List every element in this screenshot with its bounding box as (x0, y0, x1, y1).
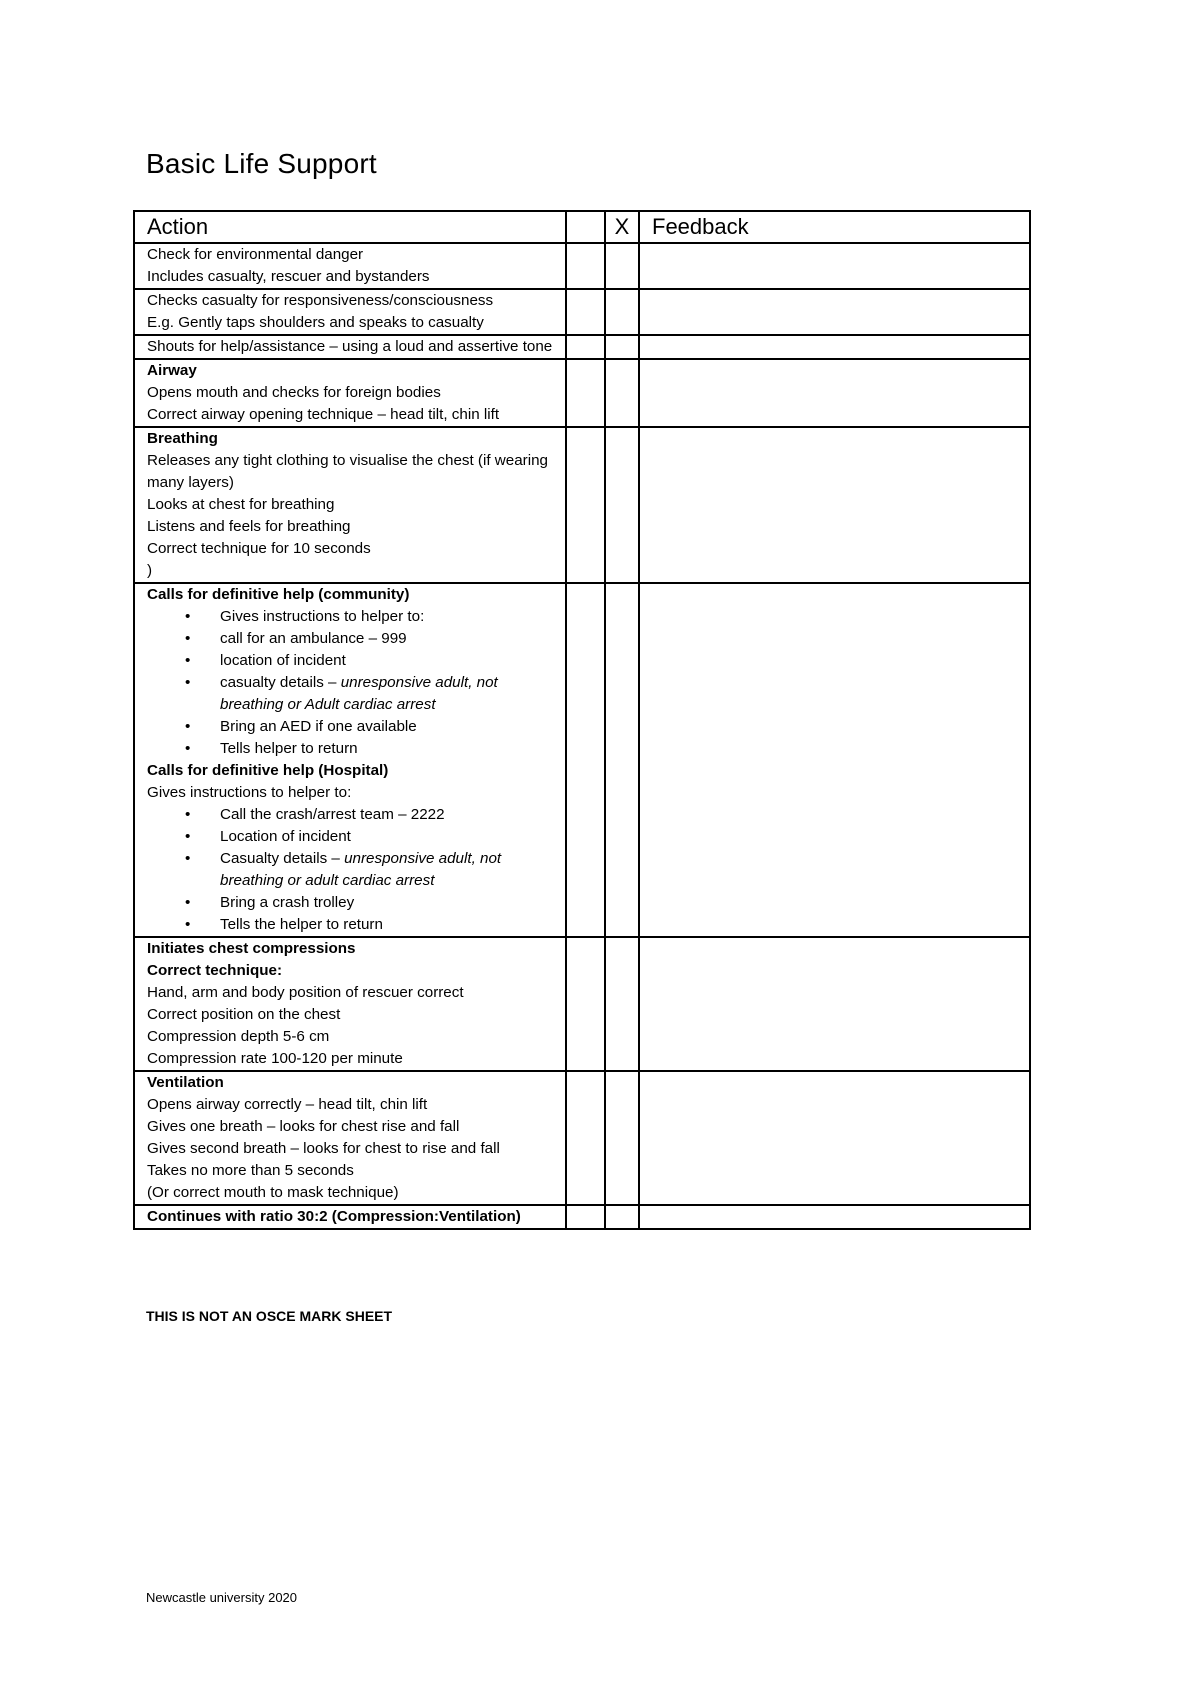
action-line: E.g. Gently taps shoulders and speaks to casualty (147, 314, 484, 331)
bullet-text: casualty details – unresponsive adult, not breathing or Adult cardiac arrest (220, 674, 498, 713)
action-line: Correct technique for 10 seconds (147, 540, 371, 557)
table-row (134, 937, 1030, 1071)
bullet-text: Casualty details – unresponsive adult, not breathing or adult cardiac arrest (220, 850, 502, 889)
section-heading: Ventilation (147, 1074, 224, 1091)
x-check-cell (605, 427, 639, 583)
bullet-item (147, 738, 565, 760)
action-header: Action (134, 211, 566, 243)
section-heading: Correct technique: (147, 962, 283, 979)
blank-check-cell (566, 359, 605, 427)
checklist-body (134, 243, 1030, 1229)
blank-check-cell (566, 427, 605, 583)
blank-check-cell (566, 937, 605, 1071)
x-check-cell (605, 289, 639, 335)
feedback-cell (639, 289, 1030, 335)
table-row (134, 1071, 1030, 1205)
bullet-dot-icon: • (185, 894, 191, 911)
x-check-cell (605, 583, 639, 937)
section-heading: Breathing (147, 430, 218, 447)
table-row (134, 583, 1030, 937)
page-title: Basic Life Support (146, 148, 377, 179)
feedback-cell (639, 583, 1030, 937)
bullet-item (147, 848, 565, 892)
feedback-cell (639, 427, 1030, 583)
action-line: Listens and feels for breathing (147, 518, 351, 535)
action-line: Shouts for help/assistance – using a loud and assertive tone (147, 338, 553, 355)
bullet-item (147, 672, 565, 716)
bullet-dot-icon: • (185, 630, 191, 647)
action-line: Correct position on the chest (147, 1006, 341, 1023)
blank-header (566, 211, 605, 243)
bullet-text: location of incident (220, 652, 346, 669)
bullet-item (147, 716, 565, 738)
table-row (134, 289, 1030, 335)
action-cell (134, 335, 566, 359)
action-line: Hand, arm and body position of rescuer correct (147, 984, 464, 1001)
section-heading: Airway (147, 362, 197, 379)
disclaimer-note: THIS IS NOT AN OSCE MARK SHEET (146, 1308, 393, 1324)
action-cell (134, 289, 566, 335)
action-line: Gives instructions to helper to: (147, 784, 352, 801)
section-heading: Calls for definitive help (Hospital) (147, 762, 389, 779)
bullet-list (147, 606, 565, 760)
section-heading: Continues with ratio 30:2 (Compression:Ventilation) (147, 1208, 521, 1225)
action-cell (134, 427, 566, 583)
blank-check-cell (566, 583, 605, 937)
action-line: Compression rate 100-120 per minute (147, 1050, 403, 1067)
feedback-cell (639, 359, 1030, 427)
blank-check-cell (566, 1205, 605, 1229)
bullet-item (147, 628, 565, 650)
table-row (134, 335, 1030, 359)
bullet-text: Call the crash/arrest team – 2222 (220, 806, 445, 823)
bullet-dot-icon: • (185, 608, 191, 625)
table-row (134, 243, 1030, 289)
blank-check-cell (566, 335, 605, 359)
feedback-cell (639, 937, 1030, 1071)
bullet-item (147, 892, 565, 914)
table-row (134, 1205, 1030, 1229)
feedback-cell (639, 243, 1030, 289)
x-check-cell (605, 937, 639, 1071)
x-check-cell (605, 335, 639, 359)
bullet-item (147, 826, 565, 848)
bullet-text: Location of incident (220, 828, 351, 845)
bullet-text: Bring a crash trolley (220, 894, 355, 911)
bullet-text: call for an ambulance – 999 (220, 630, 407, 647)
bullet-dot-icon: • (185, 740, 191, 757)
feedback-cell (639, 1071, 1030, 1205)
feedback-cell (639, 1205, 1030, 1229)
action-line: Opens airway correctly – head tilt, chin lift (147, 1096, 428, 1113)
action-line: Includes casualty, rescuer and bystanders (147, 268, 430, 285)
bullet-item (147, 606, 565, 628)
table-row (134, 359, 1030, 427)
bullet-dot-icon: • (185, 718, 191, 735)
action-line: ) (147, 562, 153, 579)
action-line: Check for environmental danger (147, 246, 364, 263)
action-line: Opens mouth and checks for foreign bodies (147, 384, 441, 401)
blank-check-cell (566, 1071, 605, 1205)
action-cell (134, 243, 566, 289)
action-cell (134, 1205, 566, 1229)
bullet-dot-icon: • (185, 828, 191, 845)
bullet-text: Bring an AED if one available (220, 718, 417, 735)
feedback-cell (639, 335, 1030, 359)
blank-check-cell (566, 243, 605, 289)
bls-checklist-table (133, 210, 1031, 1230)
footer-credit: Newcastle university 2020 (146, 1590, 298, 1605)
section-heading: Initiates chest compressions (147, 940, 356, 957)
table-header-row (134, 211, 1030, 243)
action-line: (Or correct mouth to mask technique) (147, 1184, 399, 1201)
x-check-cell (605, 1071, 639, 1205)
bullet-dot-icon: • (185, 850, 191, 867)
bullet-dot-icon: • (185, 674, 191, 691)
action-line: Gives second breath – looks for chest to rise and fall (147, 1140, 500, 1157)
table-row (134, 427, 1030, 583)
bullet-item (147, 914, 565, 936)
bullet-item (147, 650, 565, 672)
x-check-cell (605, 1205, 639, 1229)
action-line: Gives one breath – looks for chest rise and fall (147, 1118, 460, 1135)
bullet-dot-icon: • (185, 806, 191, 823)
action-line: Releases any tight clothing to visualise the chest (if wearing many layers) (147, 452, 548, 491)
action-line: Compression depth 5-6 cm (147, 1028, 330, 1045)
x-check-cell (605, 243, 639, 289)
action-cell (134, 583, 566, 937)
bullet-item (147, 804, 565, 826)
bullet-dot-icon: • (185, 916, 191, 933)
action-line: Checks casualty for responsiveness/consciousness (147, 292, 494, 309)
action-cell (134, 359, 566, 427)
bullet-text: Tells the helper to return (220, 916, 383, 933)
action-cell (134, 937, 566, 1071)
x-check-cell (605, 359, 639, 427)
action-line: Takes no more than 5 seconds (147, 1162, 354, 1179)
action-line: Looks at chest for breathing (147, 496, 335, 513)
blank-check-cell (566, 289, 605, 335)
bullet-text: Gives instructions to helper to: (220, 608, 425, 625)
action-cell (134, 1071, 566, 1205)
x-header: X (605, 211, 639, 243)
section-heading: Calls for definitive help (community) (147, 586, 410, 603)
bullet-dot-icon: • (185, 652, 191, 669)
feedback-header: Feedback (639, 211, 1030, 243)
bullet-list (147, 804, 565, 936)
bullet-text: Tells helper to return (220, 740, 358, 757)
action-line: Correct airway opening technique – head tilt, chin lift (147, 406, 500, 423)
